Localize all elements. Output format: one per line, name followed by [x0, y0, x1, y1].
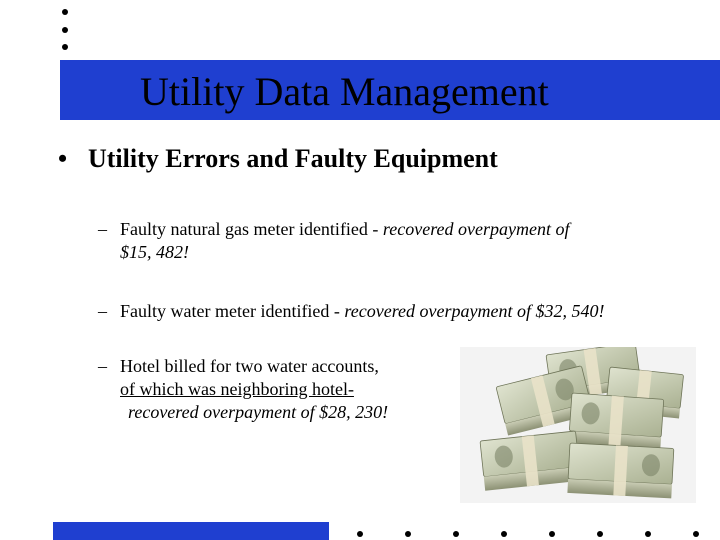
- sub-bullet-water-meter: [98, 300, 605, 323]
- decorative-dot: [357, 531, 363, 537]
- sub-bullet-italic: recovered overpayment of $32, 540!: [344, 301, 605, 321]
- decorative-dot: [405, 531, 411, 537]
- decorative-dot: [597, 531, 603, 537]
- sub-bullet-lead: Faulty natural gas meter identified -: [120, 219, 383, 239]
- bottom-accent-bar: [53, 522, 329, 540]
- money-stacks-photo: [460, 347, 696, 503]
- sub-bullet-gas-meter: [98, 218, 570, 264]
- decorative-dot: [62, 44, 68, 50]
- sub-bullet-lead: Faulty water meter identified -: [120, 301, 345, 321]
- sub-bullet-line3: recovered overpayment of $28, 230!: [128, 402, 389, 422]
- decorative-dot: [693, 531, 699, 537]
- money-stacks-icon: [460, 347, 696, 503]
- decorative-dot: [453, 531, 459, 537]
- title-bar: [60, 60, 720, 120]
- sub-bullet-continuation: $15, 482!: [120, 242, 189, 262]
- sub-bullet-line2: of which was neighboring hotel-: [120, 379, 354, 399]
- decorative-dot: [62, 27, 68, 33]
- dash-icon: –: [98, 301, 107, 321]
- dash-icon: –: [98, 219, 107, 239]
- slide-title: Utility Data Management: [140, 69, 549, 114]
- decorative-dot: [62, 9, 68, 15]
- main-bullet: [58, 144, 498, 174]
- decorative-dot: [549, 531, 555, 537]
- decorative-dot: [501, 531, 507, 537]
- bullet-icon: •: [58, 144, 68, 173]
- dash-icon: –: [98, 356, 107, 376]
- sub-bullet-italic: recovered overpayment of: [382, 219, 570, 239]
- decorative-dot: [645, 531, 651, 537]
- sub-bullet-line1: Hotel billed for two water accounts,: [120, 356, 379, 376]
- sub-bullet-hotel: [98, 355, 388, 424]
- main-bullet-text: Utility Errors and Faulty Equipment: [88, 144, 498, 173]
